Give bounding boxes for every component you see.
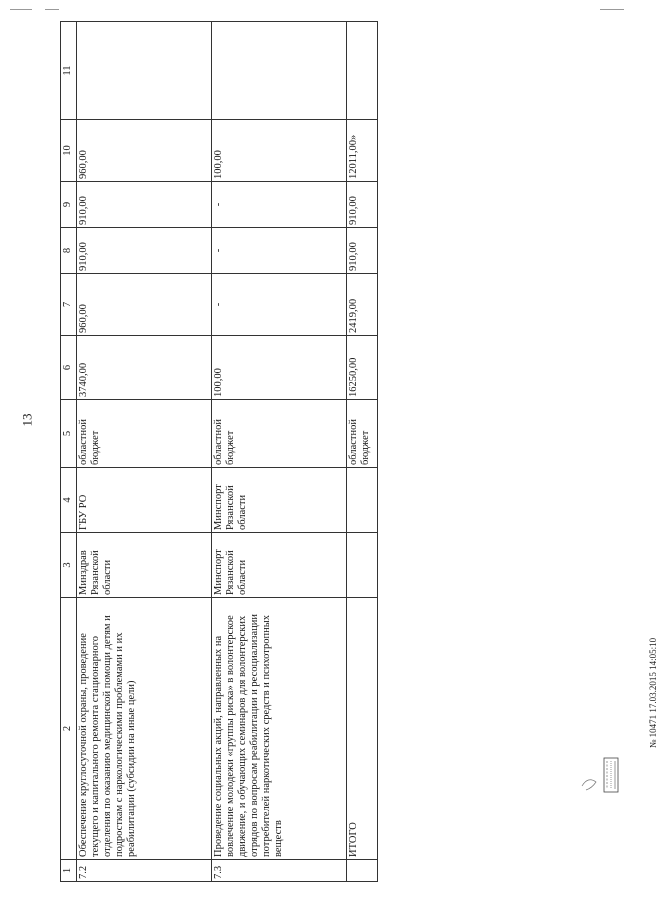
row-year4: 960,00 xyxy=(76,120,211,182)
registration-stamp-icon xyxy=(574,756,624,796)
header-cell: 1 xyxy=(61,860,77,882)
row-col11 xyxy=(211,22,346,120)
scan-mark xyxy=(600,9,624,10)
row-year1: - xyxy=(211,274,346,336)
table-row xyxy=(76,22,211,882)
row-year1: 960,00 xyxy=(76,274,211,336)
row-total: 3740,00 xyxy=(76,336,211,400)
total-source: областной бюджет xyxy=(346,400,377,468)
total-year3: 910,00 xyxy=(346,182,377,228)
row-number: 7.3 xyxy=(211,860,346,882)
row-partner: Минспорт Рязанской области xyxy=(211,468,346,533)
row-year4: 100,00 xyxy=(211,120,346,182)
total-year2: 910,00 xyxy=(346,228,377,274)
row-number: 7.2 xyxy=(76,860,211,882)
row-col11 xyxy=(76,22,211,120)
row-executor: Минздрав Рязанской области xyxy=(76,533,211,598)
row-year2: 910,00 xyxy=(76,228,211,274)
table-container xyxy=(60,22,640,882)
header-cell: 4 xyxy=(61,468,77,533)
table-header-row xyxy=(61,22,77,882)
header-cell: 3 xyxy=(61,533,77,598)
header-cell: 7 xyxy=(61,274,77,336)
header-cell: 2 xyxy=(61,598,77,860)
scan-mark xyxy=(10,9,32,10)
header-cell: 10 xyxy=(61,120,77,182)
page-number: 13 xyxy=(19,413,35,427)
header-cell: 11 xyxy=(61,22,77,120)
table-row xyxy=(211,22,346,882)
footer-stamp-text: № 10471 17.03.2015 14:05:10 xyxy=(648,637,658,749)
header-cell: 8 xyxy=(61,228,77,274)
scan-mark xyxy=(45,9,59,10)
row-description: Проведение социальных акций, направленных на вовлечение молодежи «группы риска» в волонтерское движение, и обучающих семинаров для волонтерских отрядов по вопросам реабилитации и ресоциализации потребителей наркотических средств и психотропных веществ xyxy=(211,598,346,860)
row-year2: - xyxy=(211,228,346,274)
total-label: ИТОГО xyxy=(346,598,377,860)
row-description: Обеспечение круглосуточной охраны, проведение текущего и капитального ремонта стационарного отделения по оказанию медицинской помощи детям и подросткам с наркологическими проблемами и их реабилитации (субсидии на иные цели) xyxy=(76,598,211,860)
row-executor: Минспорт Рязанской области xyxy=(211,533,346,598)
row-total: 100,00 xyxy=(211,336,346,400)
row-year3: - xyxy=(211,182,346,228)
row-partner: ГБУ РО xyxy=(76,468,211,533)
header-cell: 6 xyxy=(61,336,77,400)
row-source: областной бюджет xyxy=(76,400,211,468)
row-year3: 910,00 xyxy=(76,182,211,228)
header-cell: 5 xyxy=(61,400,77,468)
total-year1: 2419,00 xyxy=(346,274,377,336)
total-sum: 16250,00 xyxy=(346,336,377,400)
budget-table xyxy=(60,21,378,882)
total-row xyxy=(346,22,377,882)
row-source: областной бюджет xyxy=(211,400,346,468)
header-cell: 9 xyxy=(61,182,77,228)
total-year4: 12011,00» xyxy=(346,120,377,182)
